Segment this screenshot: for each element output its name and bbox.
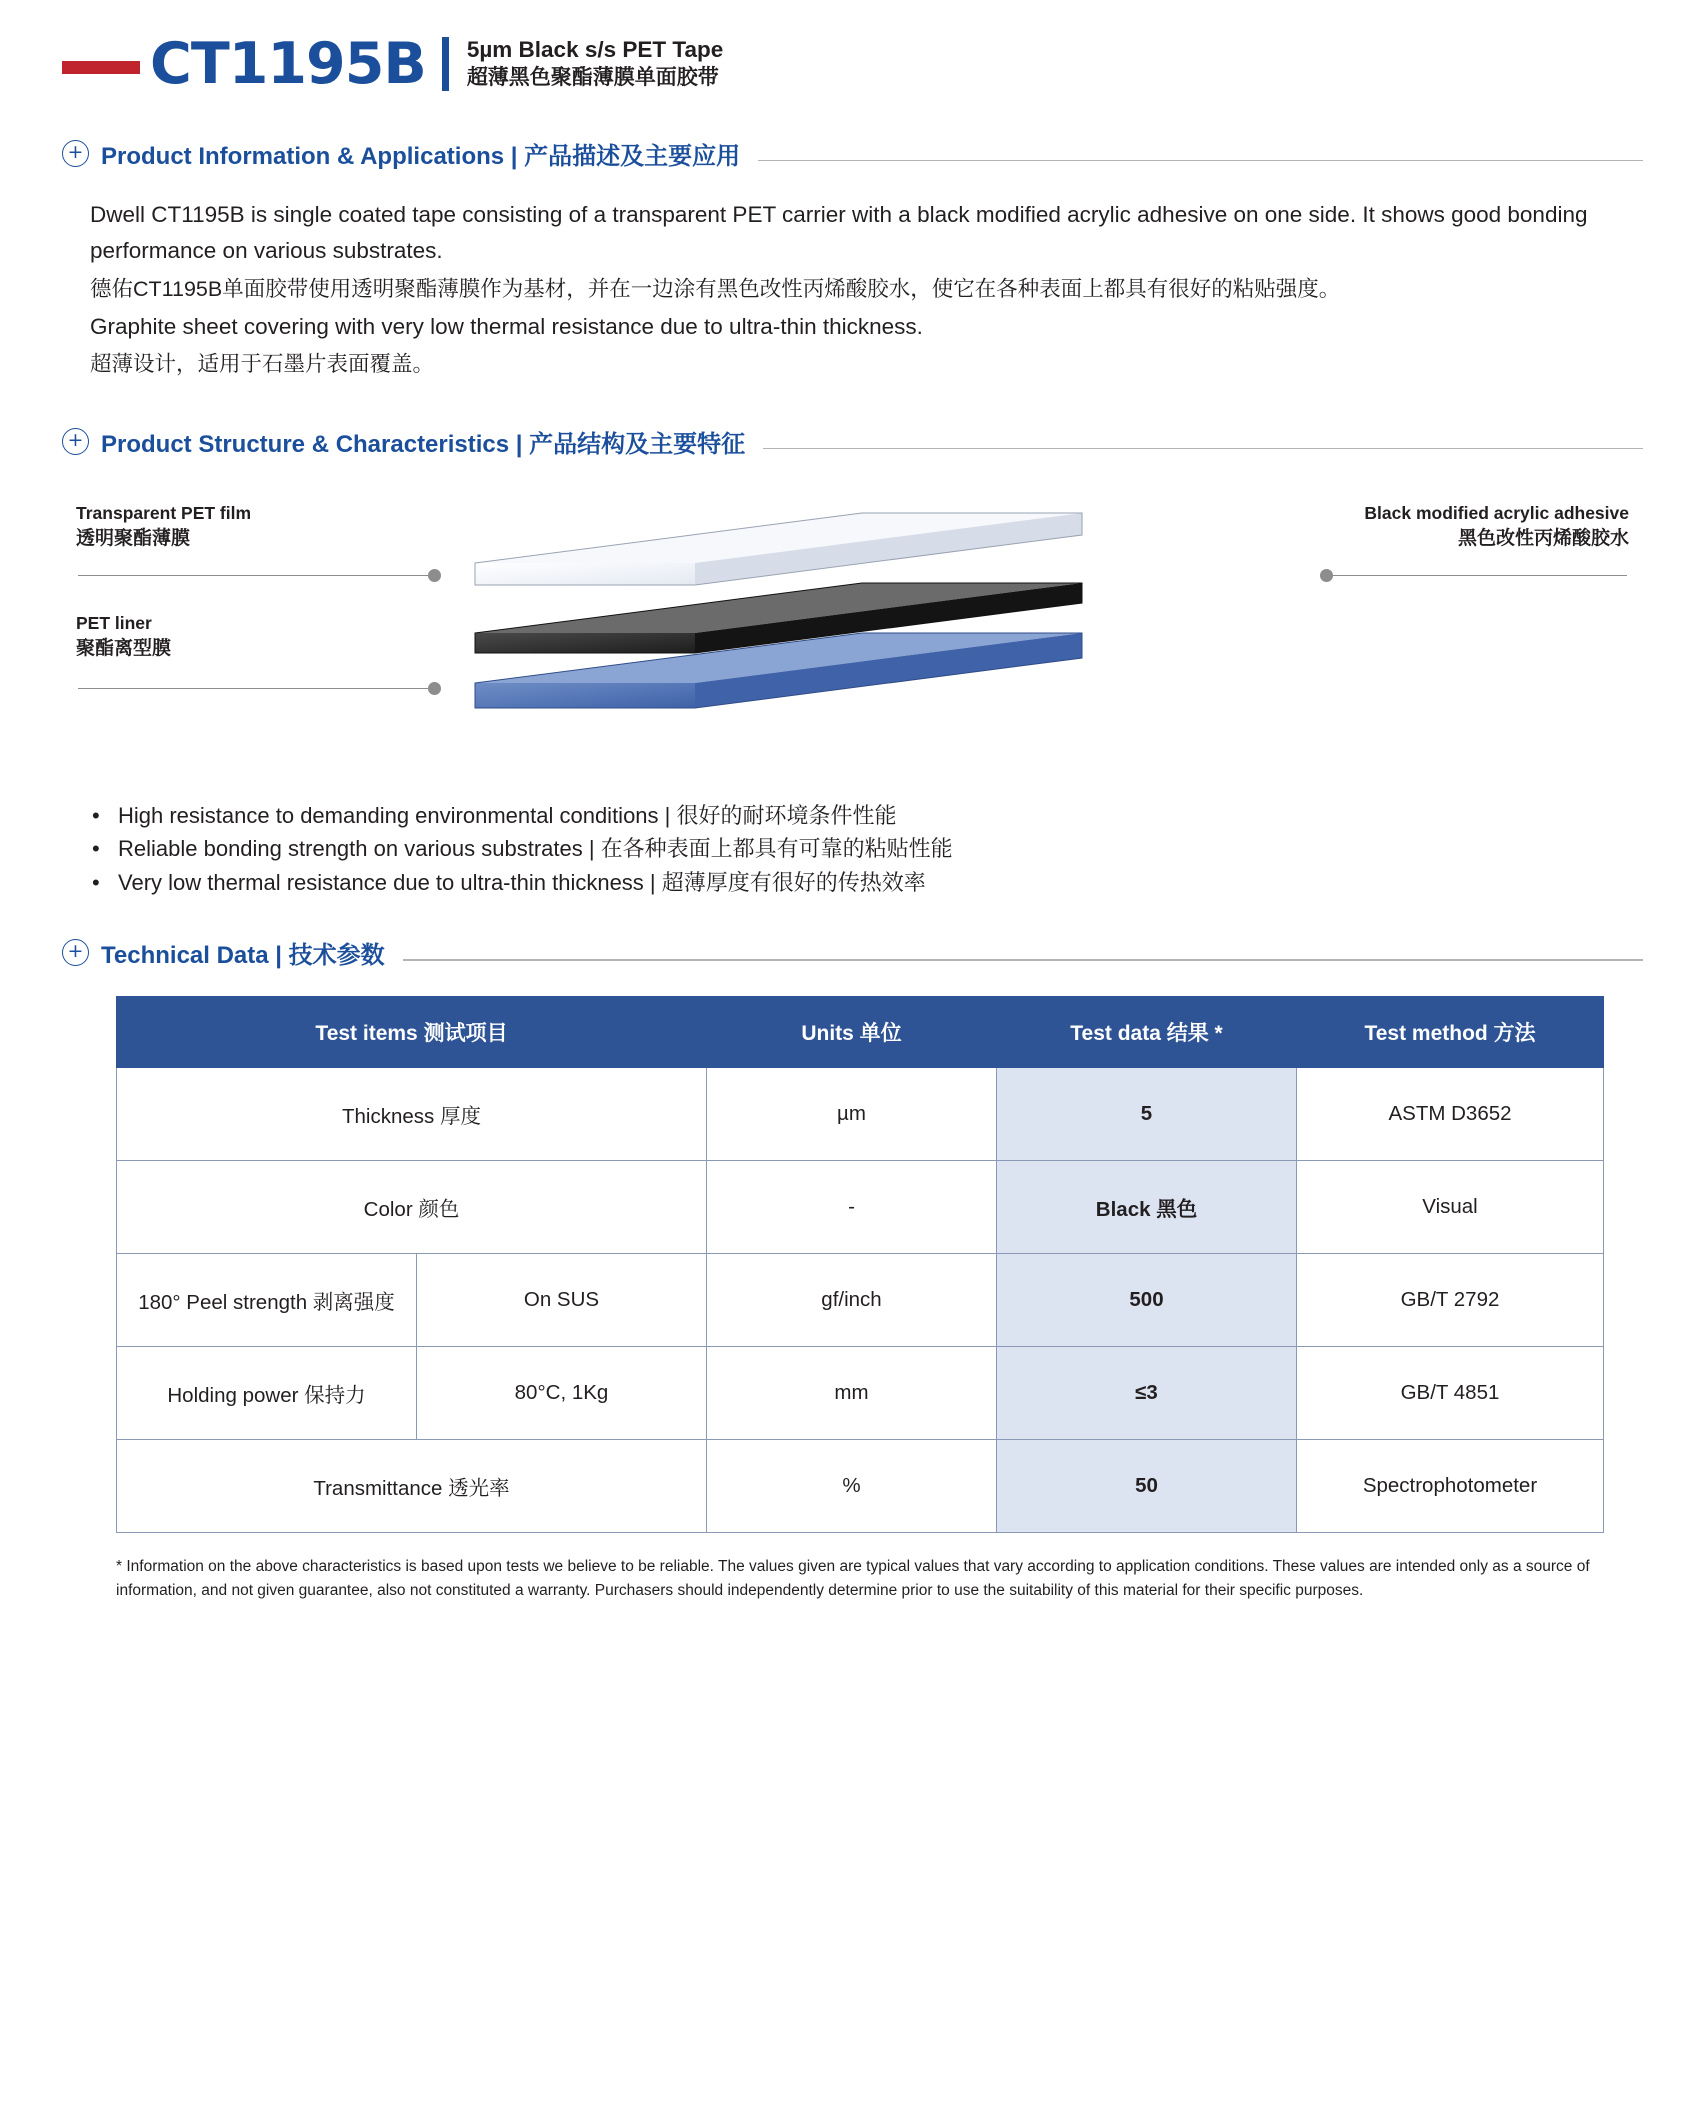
section-title: Product Information & Applications | 产品描述及主要应用	[101, 143, 741, 170]
label-cn: 透明聚酯薄膜	[76, 527, 191, 549]
cell-units: %	[707, 1440, 997, 1533]
leader-dot-right	[1320, 569, 1333, 582]
label-en: Transparent PET film	[76, 502, 252, 523]
characteristics-list	[92, 799, 1643, 899]
column-header-units: Units 单位	[707, 997, 997, 1068]
plus-circle-icon: +	[62, 140, 89, 167]
description-paragraph-en-1: Dwell CT1195B is single coated tape consisting of a transparent PET carrier with a black modified acrylic adhesive on one side. It shows good bonding performance on various substrates.	[90, 202, 1588, 264]
section-heading	[62, 935, 1643, 970]
cell-test-item: Holding power 保持力	[117, 1347, 417, 1440]
label-black-modified-acrylic-adhesive	[1364, 501, 1629, 553]
label-transparent-pet-film	[76, 501, 251, 553]
section-title: Technical Data | 技术参数	[101, 942, 385, 970]
plus-circle-icon: +	[62, 939, 89, 966]
list-item-label: High resistance to demanding environmental conditions | 很好的耐环境条件性能	[118, 802, 897, 828]
product-title	[467, 36, 723, 92]
cell-test-method: ASTM D3652	[1297, 1068, 1604, 1161]
section-rule	[763, 448, 1643, 450]
cell-test-method: GB/T 2792	[1297, 1254, 1604, 1347]
product-code: CT1195B	[150, 30, 426, 97]
section-product-information	[62, 136, 1643, 382]
cell-test-condition: On SUS	[417, 1254, 707, 1347]
column-header-test-data: Test data 结果 *	[997, 997, 1297, 1068]
table-row	[117, 1161, 1604, 1254]
section-rule	[403, 959, 1643, 961]
cell-units: -	[707, 1161, 997, 1254]
cell-test-data: Black 黑色	[997, 1161, 1297, 1254]
structure-diagram	[62, 483, 1643, 783]
product-title-cn: 超薄黑色聚酯薄膜单面胶带	[466, 65, 719, 89]
table-row	[117, 1254, 1604, 1347]
leader-dot-top	[428, 569, 441, 582]
cell-units: mm	[707, 1347, 997, 1440]
section-heading	[62, 136, 1643, 171]
list-item	[92, 832, 1643, 865]
bullet-icon: •	[92, 869, 100, 895]
product-description	[90, 197, 1643, 382]
title-divider	[442, 37, 449, 91]
cell-test-data: 50	[997, 1440, 1297, 1533]
label-cn: 黑色改性丙烯酸胶水	[1457, 527, 1629, 549]
table-footnote: * Information on the above characteristics is based upon tests we believe to be reliable. The values given are typical values that vary according to application conditions. These values are intended only as a source of information, and not given guarantee, also not constituted a warranty. Purchasers should independently determine prior to use the suitability of this material for their specific purposes.	[116, 1558, 1590, 1599]
description-paragraph-cn-1: 德佑CT1195B单面胶带使用透明聚酯薄膜作为基材，并在一边涂有黑色改性丙烯酸胶水，使它在各种表面上都具有很好的粘贴强度。	[90, 276, 1341, 301]
leader-dot-bottom	[428, 682, 441, 695]
section-product-structure	[62, 424, 1643, 899]
leader-line-bottom	[78, 688, 428, 689]
product-title-en: 5µm Black s/s PET Tape	[466, 37, 724, 63]
cell-test-item: Color 颜色	[117, 1161, 707, 1254]
cell-test-method: Spectrophotometer	[1297, 1440, 1604, 1533]
list-item	[92, 866, 1643, 899]
cell-test-item: Transmittance 透光率	[117, 1440, 707, 1533]
section-technical-data	[62, 935, 1643, 1602]
cell-test-item: Thickness 厚度	[117, 1068, 707, 1161]
cell-test-condition: 80°C, 1Kg	[417, 1347, 707, 1440]
label-en: PET liner	[76, 612, 152, 633]
list-item	[92, 799, 1643, 832]
section-title: Product Structure & Characteristics | 产品结构及主要特征	[101, 430, 746, 458]
leader-line-right	[1327, 575, 1627, 576]
section-heading	[62, 424, 1643, 459]
description-paragraph-cn-2: 超薄设计，适用于石墨片表面覆盖。	[90, 352, 435, 377]
cell-test-data: 500	[997, 1254, 1297, 1347]
table-row	[117, 1347, 1604, 1440]
list-item-label: Reliable bonding strength on various substrates | 在各种表面上都具有可靠的粘贴性能	[118, 836, 953, 862]
section-rule	[758, 160, 1643, 162]
page-header	[62, 0, 1643, 110]
bullet-icon: •	[92, 802, 100, 828]
table-header-row	[117, 997, 1604, 1068]
list-item-label: Very low thermal resistance due to ultra-thin thickness | 超薄厚度有很好的传热效率	[118, 869, 926, 895]
cell-test-method: Visual	[1297, 1161, 1604, 1254]
description-paragraph-en-2: Graphite sheet covering with very low thermal resistance due to ultra-thin thickness.	[90, 313, 923, 339]
bullet-icon: •	[92, 836, 100, 862]
leader-line-top	[78, 575, 428, 576]
cell-units: gf/inch	[707, 1254, 997, 1347]
cell-test-item: 180° Peel strength 剥离强度	[117, 1254, 417, 1347]
cell-test-data: 5	[997, 1068, 1297, 1161]
plus-circle-icon: +	[62, 428, 89, 455]
label-en: Black modified acrylic adhesive	[1364, 502, 1629, 523]
red-accent-bar	[62, 61, 140, 74]
label-cn: 聚酯离型膜	[76, 637, 172, 659]
cell-test-data: ≤3	[997, 1347, 1297, 1440]
cell-units: µm	[707, 1068, 997, 1161]
cell-test-method: GB/T 4851	[1297, 1347, 1604, 1440]
table-row	[117, 1068, 1604, 1161]
column-header-test-method: Test method 方法	[1297, 997, 1604, 1068]
column-header-test-items: Test items 测试项目	[117, 997, 707, 1068]
technical-data-table-wrapper	[62, 996, 1643, 1533]
table-row	[117, 1440, 1604, 1533]
technical-data-table	[116, 996, 1604, 1533]
label-pet-liner	[76, 611, 171, 663]
